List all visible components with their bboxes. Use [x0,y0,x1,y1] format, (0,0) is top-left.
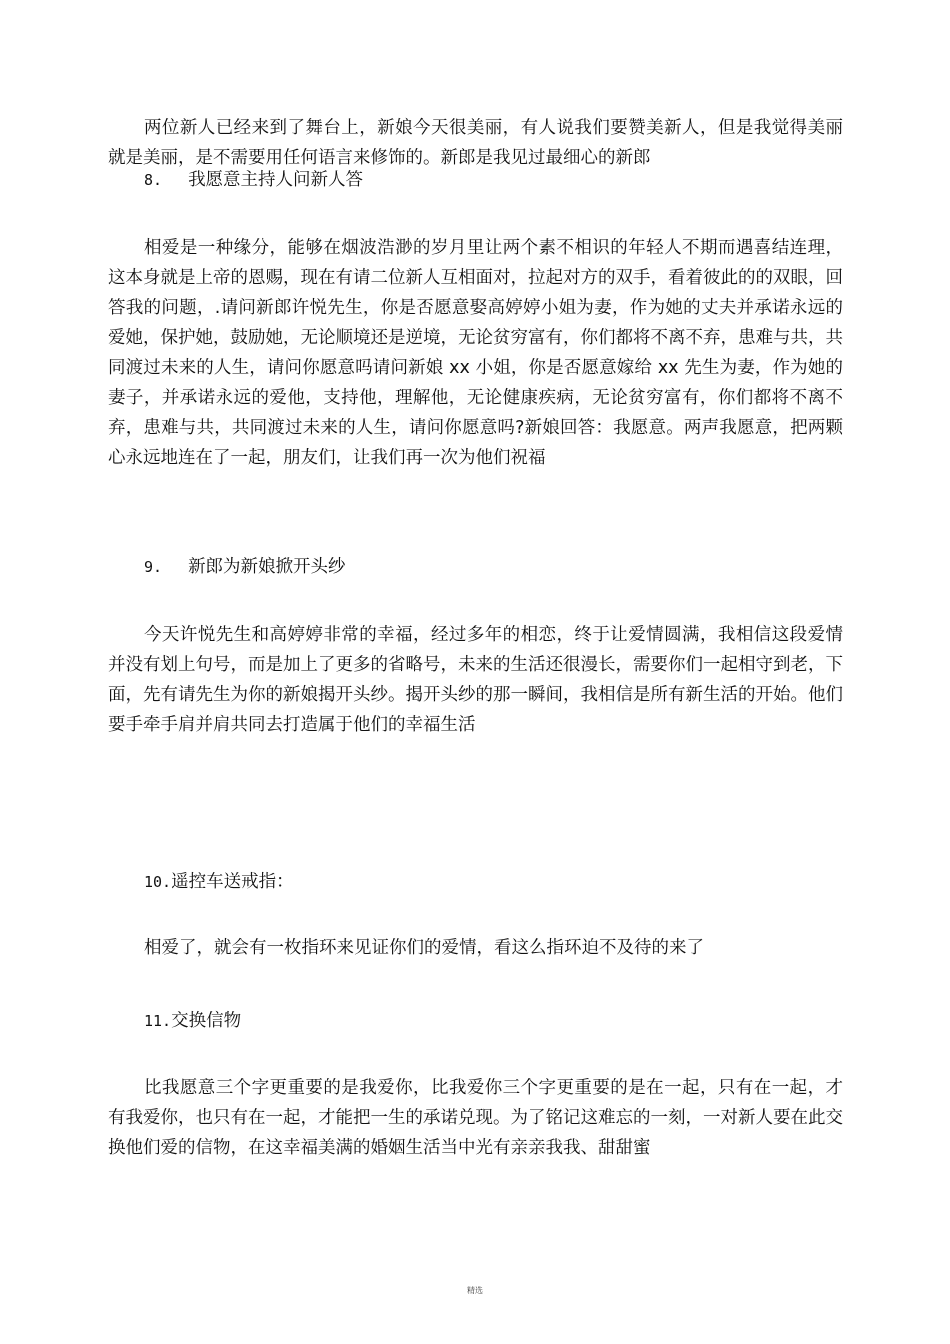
section-title: 遥控车送戒指： [171,872,294,892]
section-number: 9. [144,558,163,576]
section-title: 交换信物 [171,1011,242,1031]
section-number: 8. [144,171,163,189]
paragraph-veil: 今天许悦先生和高婷婷非常的幸福，经过多年的相恋，终于让爱情圆满，我相信这段爱情并没有划上句号，而是加上了更多的省略号，未来的生活还很漫长，需要你们一起相守到老，下面，先有请先生为你的新娘揭开头纱。揭开头纱的那一瞬间，我相信是所有新生活的开始。他们要手牵手肩并肩共同去打造属于他们的幸福生活 [108,625,843,735]
section-number: 10. [144,873,172,891]
section-heading-11 [108,1006,879,1036]
paragraph-exchange-tokens: 比我愿意三个字更重要的是我爱你，比我爱你三个字更重要的是在一起，只有在一起，才有我爱你，也只有在一起，才能把一生的承诺兑现。为了铭记这难忘的一刻，一对新人要在此交换他们爱的信物，在这幸福美满的婚姻生活当中光有亲亲我我、甜甜蜜 [108,1078,843,1158]
section-heading-10 [108,867,879,897]
section-heading-8 [108,165,879,195]
section-heading-9 [108,552,879,582]
paragraph-bride-groom-on-stage: 两位新人已经来到了舞台上，新娘今天很美丽，有人说我们要赞美新人，但是我觉得美丽就是美丽，是不需要用任何语言来修饰的。新郎是我见过最细心的新郎 [108,118,843,168]
section-number: 11. [144,1012,172,1030]
page-footer-label: 精选 [467,1286,483,1295]
paragraph-vows: 相爱是一种缘分，能够在烟波浩渺的岁月里让两个素不相识的年轻人不期而遇喜结连理，这本身就是上帝的恩赐，现在有请二位新人互相面对，拉起对方的双手，看着彼此的的双眼，回答我的问题，.请问新郎许悦先生，你是否愿意娶高婷婷小姐为妻，作为她的丈夫并承诺永远的爱她，保护她，鼓励她，无论顺境还是逆境，无论贫穷富有，你们都将不离不弃，患难与共，共同渡过未来的人生，请问你愿意吗请问新娘 xx 小姐，你是否愿意嫁给 xx 先生为妻，作为她的妻子，并承诺永远的爱他，支持他，理解他，无论健康疾病，无论贫穷富有，你们都将不离不弃，患难与共，共同渡过未来的人生，请问你愿意吗?新娘回答：我愿意。两声我愿意，把两颗心永远地连在了一起，朋友们，让我们再一次为他们祝福 [108,238,843,468]
section-title: 我愿意主持人问新人答 [188,170,364,190]
paragraph-ring-car: 相爱了，就会有一枚指环来见证你们的爱情，看这么指环迫不及待的来了 [144,938,704,958]
section-title: 新郎为新娘掀开头纱 [188,557,346,577]
